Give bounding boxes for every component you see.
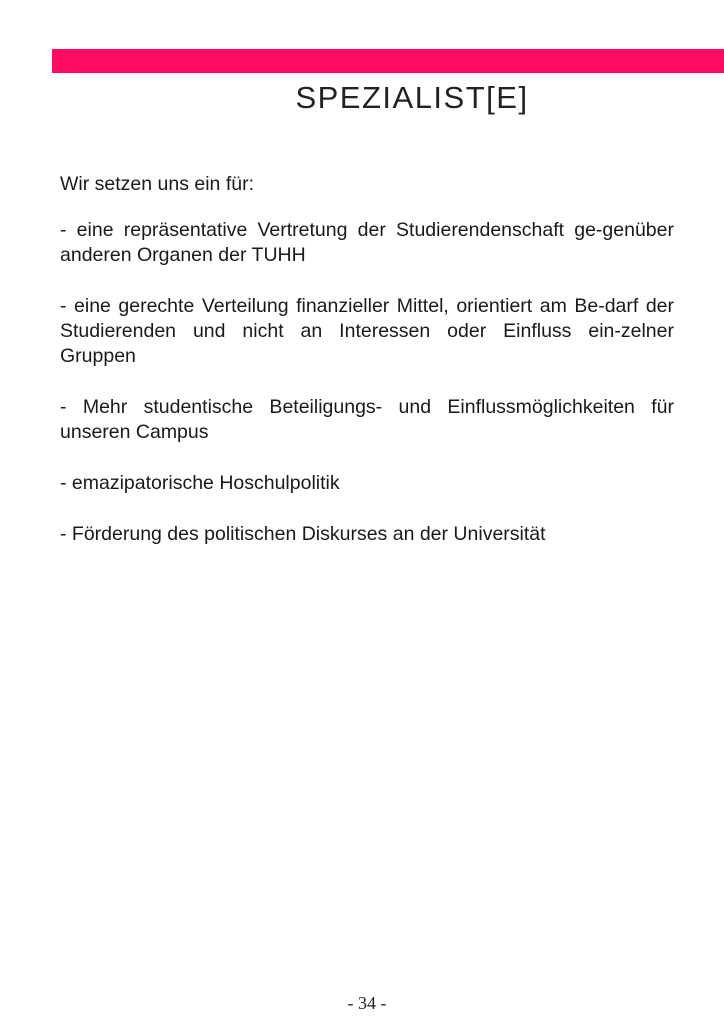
- page-title: SPEZIALIST[E]: [295, 80, 529, 115]
- list-item: - eine gerechte Verteilung finanzieller Mittel, orientiert am Be-darf der Studierenden und nicht an Interessen oder Einfluss ein-zelner Gruppen: [60, 295, 674, 367]
- list-item: - Förderung des politischen Diskurses an der Universität: [60, 523, 546, 545]
- main-content: [60, 172, 674, 573]
- list-item: - emazipatorische Hoschulpolitik: [60, 472, 340, 494]
- header-accent-bar: [52, 49, 724, 73]
- page-number: - 34 -: [347, 993, 387, 1013]
- intro-text: Wir setzen uns ein für:: [60, 173, 254, 195]
- list-item: - Mehr studentische Beteiligungs- und Einflussmöglichkeiten für unseren Campus: [60, 396, 674, 443]
- list-item: - eine repräsentative Vertretung der Studierendenschaft ge-genüber anderen Organen der TUHH: [60, 219, 674, 266]
